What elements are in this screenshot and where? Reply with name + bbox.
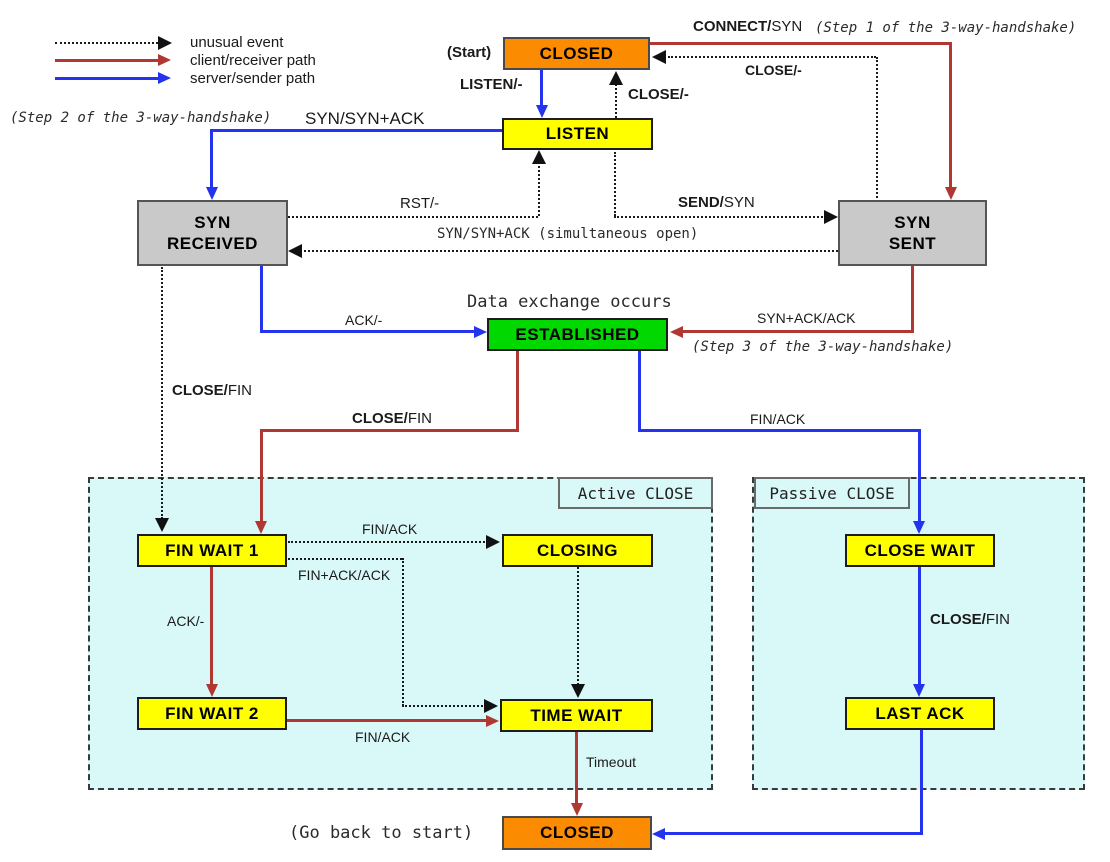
active-close-region-label bbox=[558, 477, 713, 509]
close-fin-synrcvd-label-rest: FIN bbox=[227, 382, 253, 399]
ack-established-line-h bbox=[260, 330, 478, 333]
fin-ack-timewait-arrowhead-icon bbox=[486, 715, 499, 727]
connect-syn-label-rest: SYN bbox=[771, 18, 803, 35]
fin-ack-established-line-v2 bbox=[918, 429, 921, 522]
active-close-label-text: Active CLOSE bbox=[577, 483, 694, 503]
close-synsent-line-v bbox=[876, 57, 878, 198]
timeout-line bbox=[575, 732, 578, 805]
connect-syn-line-h bbox=[650, 42, 952, 45]
state-time-wait-label: TIME WAIT bbox=[530, 705, 623, 725]
state-close-wait bbox=[845, 534, 995, 567]
state-time-wait bbox=[500, 699, 653, 732]
close-fin-synrcvd-line bbox=[161, 267, 163, 519]
passive-close-region-label bbox=[754, 477, 910, 509]
rst-arrowhead-icon bbox=[532, 150, 546, 164]
state-closed-start-label: CLOSED bbox=[539, 43, 614, 63]
close-listen-line bbox=[615, 80, 617, 118]
legend-client-path-line bbox=[55, 59, 158, 62]
start-annotation: (Start) bbox=[447, 44, 492, 61]
listen-cmd-label: LISTEN/- bbox=[460, 76, 523, 93]
fin-ack-timewait-line bbox=[287, 719, 488, 722]
legend-label-unusual-event: unusual event bbox=[190, 34, 284, 51]
state-closing bbox=[502, 534, 653, 567]
lastack-closed-arrowhead-icon bbox=[652, 828, 665, 840]
rst-line-v bbox=[538, 158, 540, 216]
synack-ack-line-v bbox=[911, 266, 914, 333]
fin-ack-closing-line bbox=[288, 541, 488, 543]
close-listen-arrowhead-icon bbox=[609, 71, 623, 85]
closing-timewait-arrowhead-icon bbox=[571, 684, 585, 698]
legend-label-server-path: server/sender path bbox=[190, 70, 316, 87]
fin-ack-ack-line-v bbox=[402, 558, 404, 706]
timeout-label: Timeout bbox=[586, 754, 637, 770]
go-back-annotation: (Go back to start) bbox=[289, 823, 474, 843]
close-fin-closewait-label-bold: CLOSE/ bbox=[930, 611, 986, 628]
connect-syn-arrowhead-icon bbox=[945, 187, 957, 200]
close-fin-closewait-arrowhead-icon bbox=[913, 684, 925, 697]
close-synsent-label: CLOSE/- bbox=[745, 62, 802, 78]
state-established-label: ESTABLISHED bbox=[515, 324, 640, 344]
state-fin-wait-1 bbox=[137, 534, 287, 567]
synack-ack-arrowhead-icon bbox=[670, 326, 683, 338]
state-closed-end bbox=[502, 816, 652, 850]
state-closed-end-label: CLOSED bbox=[540, 823, 614, 843]
close-fin-established-label-bold: CLOSE/ bbox=[352, 410, 408, 427]
simultaneous-open-arrowhead-icon bbox=[288, 244, 302, 258]
lastack-closed-line-h bbox=[662, 832, 923, 835]
close-fin-closewait-label-rest: FIN bbox=[985, 611, 1011, 628]
synack-ack-label: SYN+ACK/ACK bbox=[757, 310, 856, 326]
syn-synack-label: SYN/SYN+ACK bbox=[305, 109, 425, 128]
close-fin-synrcvd-label-bold: CLOSE/ bbox=[172, 382, 228, 399]
timeout-arrowhead-icon bbox=[571, 803, 583, 816]
closing-timewait-line bbox=[577, 567, 579, 685]
legend-server-path-arrowhead-icon bbox=[158, 72, 171, 84]
connect-syn-label bbox=[693, 18, 802, 35]
listen-cmd-line bbox=[540, 70, 543, 108]
fin-ack-ack-line-h1 bbox=[288, 558, 402, 560]
state-listen bbox=[502, 118, 653, 150]
rst-line-h bbox=[288, 216, 538, 218]
send-syn-line-h bbox=[614, 216, 826, 218]
ack-finwait2-label: ACK/- bbox=[167, 613, 205, 629]
send-syn-line-v bbox=[614, 152, 616, 216]
close-listen-label: CLOSE/- bbox=[628, 86, 689, 103]
close-synsent-arrowhead-icon bbox=[652, 50, 666, 64]
close-fin-closewait-line bbox=[918, 567, 921, 685]
state-syn-sent-line1: SYN bbox=[894, 212, 931, 232]
fin-ack-established-line-v1 bbox=[638, 351, 641, 432]
rst-label: RST/- bbox=[400, 195, 440, 212]
fin-ack-established-line-h bbox=[638, 429, 921, 432]
lastack-closed-line-v bbox=[920, 730, 923, 835]
state-last-ack bbox=[845, 697, 995, 730]
ack-finwait2-arrowhead-icon bbox=[206, 684, 218, 697]
legend-unusual-event-line bbox=[55, 42, 158, 44]
syn-synack-line-v bbox=[210, 129, 213, 192]
close-fin-synrcvd-label bbox=[172, 382, 252, 399]
legend-unusual-event-arrowhead-icon bbox=[158, 36, 172, 50]
connect-syn-line-v bbox=[949, 42, 952, 194]
legend-server-path-line bbox=[55, 77, 158, 80]
syn-synack-line-h bbox=[212, 129, 502, 132]
fin-ack-established-arrowhead-icon bbox=[913, 521, 925, 534]
close-fin-established-label-rest: FIN bbox=[407, 410, 433, 427]
close-fin-established-line-h bbox=[260, 429, 519, 432]
legend-label-client-path: client/receiver path bbox=[190, 52, 316, 69]
state-closing-label: CLOSING bbox=[537, 540, 618, 560]
step1-note: (Step 1 of the 3-way-handshake) bbox=[815, 20, 1077, 36]
close-fin-established-label bbox=[352, 410, 432, 427]
state-syn-received-line2: RECEIVED bbox=[167, 234, 258, 253]
state-fin-wait-2-label: FIN WAIT 2 bbox=[165, 703, 259, 723]
simultaneous-open-line bbox=[300, 250, 838, 252]
syn-synack-arrowhead-icon bbox=[206, 187, 218, 200]
step2-note: (Step 2 of the 3-way-handshake) bbox=[10, 110, 272, 126]
fin-ack-closing-arrowhead-icon bbox=[486, 535, 500, 549]
fin-ack-established-label: FIN/ACK bbox=[750, 411, 806, 427]
close-fin-synrcvd-arrowhead-icon bbox=[155, 518, 169, 532]
state-fin-wait-1-label: FIN WAIT 1 bbox=[165, 540, 259, 560]
close-fin-closewait-label bbox=[930, 611, 1010, 628]
close-synsent-line-h bbox=[668, 56, 876, 58]
ack-established-arrowhead-icon bbox=[474, 326, 487, 338]
state-listen-label: LISTEN bbox=[545, 124, 610, 144]
fin-ack-ack-line-h2 bbox=[402, 705, 486, 707]
step3-note: (Step 3 of the 3-way-handshake) bbox=[692, 339, 954, 355]
close-fin-established-line-v2 bbox=[260, 429, 263, 522]
state-fin-wait-2 bbox=[137, 697, 287, 730]
legend-client-path-arrowhead-icon bbox=[158, 54, 171, 66]
simultaneous-open-label: SYN/SYN+ACK (simultaneous open) bbox=[437, 226, 699, 242]
fin-ack-closing-label: FIN/ACK bbox=[362, 521, 418, 537]
state-established bbox=[487, 318, 668, 351]
state-syn-received bbox=[137, 200, 288, 266]
close-fin-established-arrowhead-icon bbox=[255, 521, 267, 534]
passive-close-label-text: Passive CLOSE bbox=[769, 483, 895, 503]
state-syn-sent bbox=[838, 200, 987, 266]
data-exchange-annotation: Data exchange occurs bbox=[467, 292, 672, 312]
fin-ack-ack-label: FIN+ACK/ACK bbox=[298, 567, 391, 583]
state-close-wait-label: CLOSE WAIT bbox=[864, 540, 976, 560]
state-last-ack-label: LAST ACK bbox=[875, 703, 965, 723]
listen-cmd-arrowhead-icon bbox=[536, 105, 548, 118]
synack-ack-line-h bbox=[682, 330, 914, 333]
send-syn-label-bold: SEND/ bbox=[678, 194, 724, 211]
state-syn-received-line1: SYN bbox=[194, 212, 231, 232]
ack-established-label: ACK/- bbox=[345, 312, 383, 328]
close-fin-established-line-v1 bbox=[516, 351, 519, 432]
state-closed-start bbox=[503, 37, 650, 70]
fin-ack-ack-arrowhead-icon bbox=[484, 699, 498, 713]
ack-established-line-v bbox=[260, 266, 263, 332]
send-syn-label bbox=[678, 194, 755, 211]
connect-syn-label-bold: CONNECT/ bbox=[693, 18, 772, 35]
send-syn-label-rest: SYN bbox=[723, 194, 755, 211]
send-syn-arrowhead-icon bbox=[824, 210, 838, 224]
fin-ack-timewait-label: FIN/ACK bbox=[355, 729, 411, 745]
state-syn-sent-line2: SENT bbox=[888, 234, 937, 253]
ack-finwait2-line bbox=[210, 567, 213, 685]
